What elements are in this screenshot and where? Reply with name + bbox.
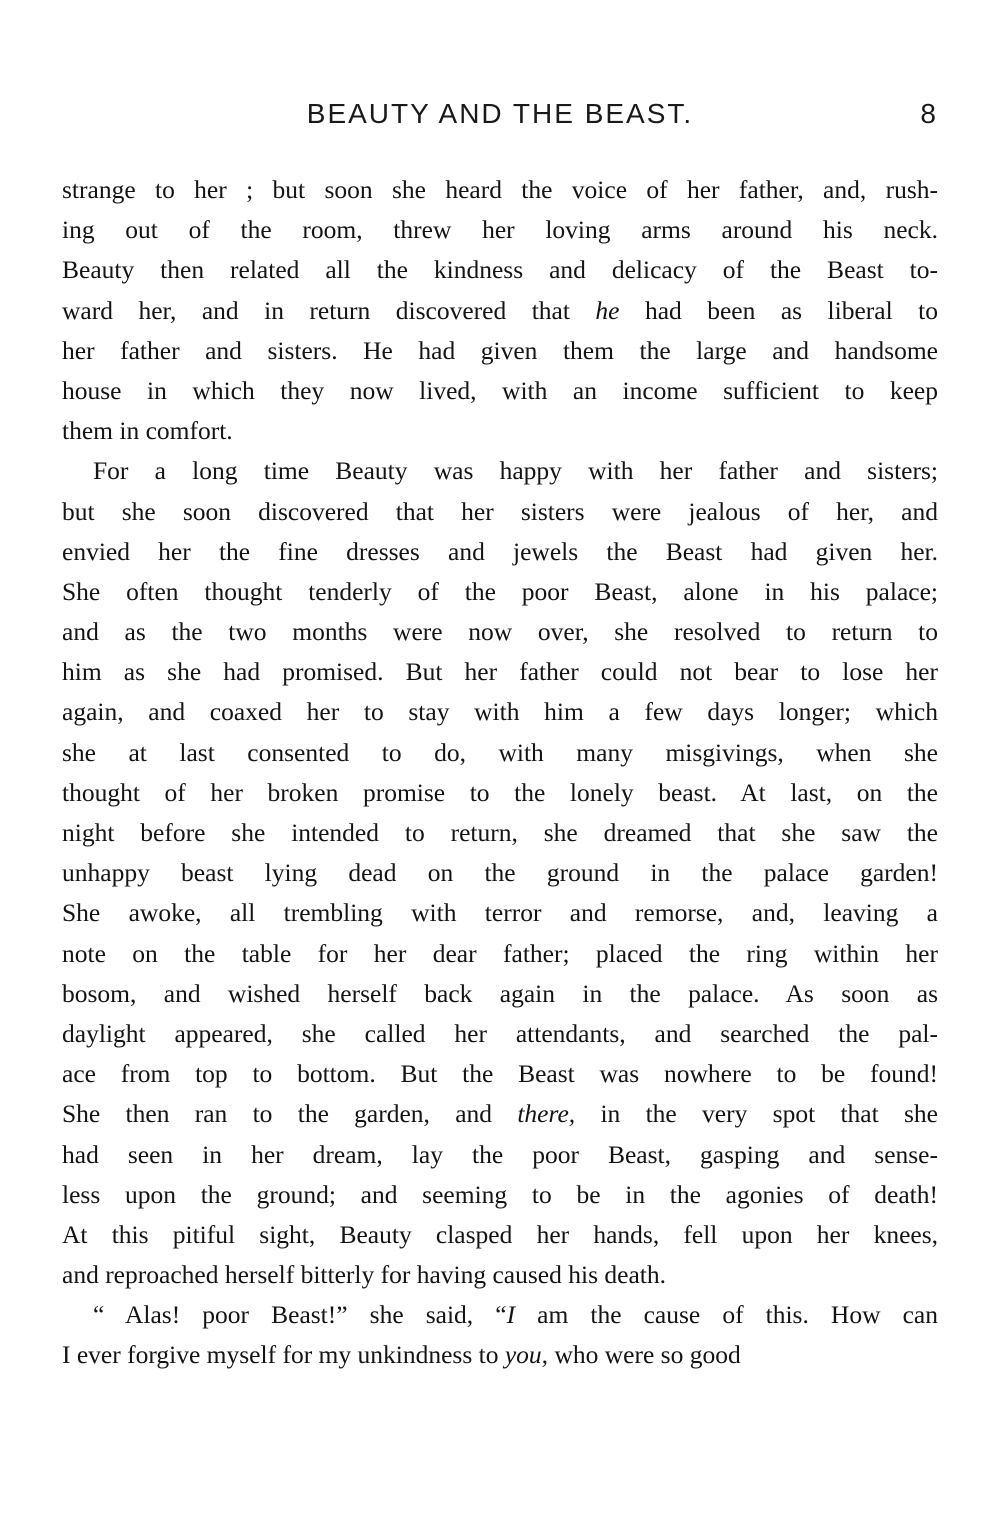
text-line: She often thought tenderly of the poor Beast, alone in his palace; bbox=[62, 576, 938, 606]
italic-word: there, bbox=[517, 1099, 576, 1129]
paragraph bbox=[62, 451, 938, 1295]
text-line: envied her the fine dresses and jewels the Beast had given her. bbox=[62, 536, 938, 566]
text-line: and as the two months were now over, she resolved to return to bbox=[62, 617, 938, 647]
body-text bbox=[62, 170, 938, 1376]
text-line: At this pitiful sight, Beauty clasped her hands, fell upon her knees, bbox=[62, 1219, 938, 1249]
running-head bbox=[62, 98, 938, 138]
text-run: in the very spot that she bbox=[575, 1099, 938, 1129]
text-run: who were so good bbox=[548, 1340, 741, 1370]
text-line: unhappy beast lying dead on the ground in the palace garden! bbox=[62, 858, 938, 888]
text-line: less upon the ground; and seeming to be in the agonies of death! bbox=[62, 1179, 938, 1209]
italic-word: he bbox=[595, 295, 620, 325]
text-line: ace from top to bottom. But the Beast was nowhere to be found! bbox=[62, 1059, 938, 1089]
text-line: but she soon discovered that her sisters were jealous of her, and bbox=[62, 496, 938, 526]
text-line: strange to her ; but soon she heard the voice of her father, and, rush- bbox=[62, 175, 938, 204]
text-line: For a long time Beauty was happy with her father and sisters; bbox=[93, 456, 938, 486]
text-line bbox=[62, 1335, 938, 1375]
italic-word: you, bbox=[504, 1340, 549, 1370]
text-run: ward her, and in return discovered that bbox=[62, 295, 596, 325]
page-number: 8 bbox=[920, 98, 936, 129]
text-run: am the cause of this. How can bbox=[515, 1300, 938, 1330]
text-line bbox=[62, 1295, 938, 1335]
text-line: note on the table for her dear father; placed the ring within her bbox=[62, 938, 938, 968]
text-line: them in comfort. bbox=[62, 416, 233, 446]
text-line: she at last consented to do, with many misgivings, when she bbox=[62, 737, 938, 767]
text-line: her father and sisters. He had given them the large and handsome bbox=[62, 335, 938, 365]
text-line: daylight appeared, she called her attendants, and searched the pal- bbox=[62, 1018, 938, 1048]
text-line: ing out of the room, threw her loving arms around his neck. bbox=[62, 215, 938, 245]
text-line: again, and coaxed her to stay with him a few days longer; which bbox=[62, 697, 938, 727]
text-line: house in which they now lived, with an income sufficient to keep bbox=[62, 375, 938, 405]
text-run: I ever forgive myself for my unkindness to bbox=[62, 1340, 505, 1370]
italic-word: I bbox=[506, 1300, 516, 1330]
running-title: BEAUTY AND THE BEAST. bbox=[306, 98, 694, 129]
text-line bbox=[62, 291, 938, 331]
text-line: thought of her broken promise to the lonely beast. At last, on the bbox=[62, 777, 938, 807]
text-line: Beauty then related all the kindness and delicacy of the Beast to- bbox=[62, 255, 938, 285]
text-line: him as she had promised. But her father could not bear to lose her bbox=[62, 657, 938, 687]
text-run: She then ran to the garden, and bbox=[62, 1099, 518, 1129]
paragraph bbox=[62, 170, 938, 451]
text-line: night before she intended to return, she dreamed that she saw the bbox=[62, 818, 938, 847]
text-line: She awoke, all trembling with terror and remorse, and, leaving a bbox=[62, 898, 938, 928]
text-line: had seen in her dream, lay the poor Beast, gasping and sense- bbox=[62, 1139, 938, 1169]
text-line bbox=[62, 1094, 938, 1134]
text-line: and reproached herself bitterly for having caused his death. bbox=[62, 1260, 666, 1290]
text-run: had been as liberal to bbox=[619, 295, 938, 325]
paragraph bbox=[62, 1295, 938, 1375]
text-line: bosom, and wished herself back again in the palace. As soon as bbox=[62, 978, 938, 1008]
text-run: “ Alas! poor Beast!” she said, “ bbox=[93, 1300, 507, 1330]
